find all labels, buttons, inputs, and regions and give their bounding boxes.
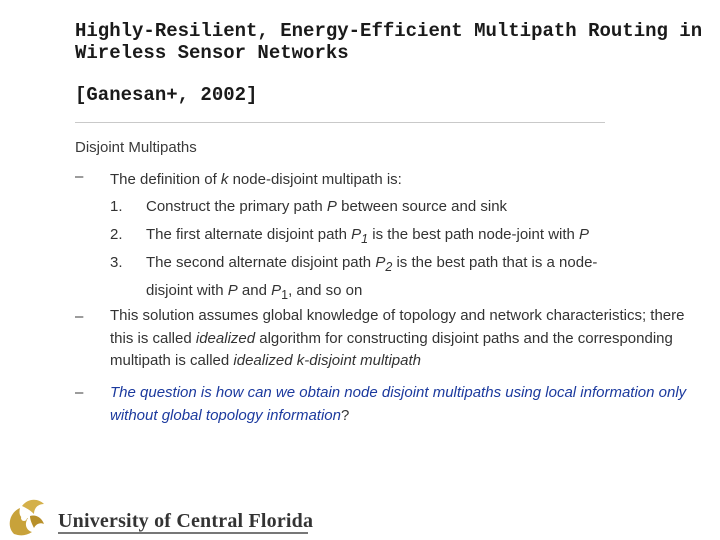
emphasis: idealized (195, 329, 256, 347)
text: disjoint with (146, 282, 228, 299)
var-p: P (271, 282, 282, 299)
text: The definition of (110, 171, 221, 188)
text: This solution assumes global knowledge of topology and network characteristics; there this is called (110, 307, 685, 347)
bullet-question (110, 381, 710, 427)
bullet-dash: – (75, 308, 84, 325)
text: and (237, 282, 272, 299)
text: node-disjoint multipath is: (228, 171, 402, 188)
text: The first alternate disjoint path (146, 226, 352, 243)
subscript: 1 (361, 232, 369, 246)
text: The second alternate disjoint path (146, 254, 376, 271)
list-item (146, 223, 706, 251)
var-k: k (220, 171, 229, 188)
subscript: 1 (281, 288, 289, 302)
text: algorithm for constructing disjoint paths and the corresponding multipath is called (110, 329, 673, 369)
var-p: P (579, 226, 590, 243)
item-number: 1. (110, 198, 123, 215)
text: , and so on (288, 282, 363, 299)
var-p: P (227, 282, 238, 299)
var-p: P (351, 226, 362, 243)
section-heading: Disjoint Multipaths (75, 139, 197, 156)
var-p: P (375, 254, 386, 271)
question-text: The question is how can we obtain node disjoint multipaths using local information only without global topology information (110, 384, 687, 424)
item-number: 3. (110, 254, 123, 271)
text: is the best path node-joint with (368, 226, 580, 243)
subscript: 2 (385, 260, 393, 274)
var-p: P (326, 198, 337, 215)
slide-title: Highly-Resilient, Energy-Efficient Multipath Routing in Wireless Sensor Networks (75, 20, 703, 64)
list-item (146, 195, 706, 219)
text: between source and sink (336, 198, 508, 215)
emphasis: idealized k-disjoint multipath (233, 352, 422, 369)
bullet-dash: – (75, 168, 84, 185)
slide-citation: [Ganesan+, 2002] (75, 84, 258, 106)
university-name: University of Central Florida (58, 510, 314, 532)
bullet-dash: – (75, 384, 84, 401)
pegasus-logo-icon (10, 500, 44, 536)
item-number: 2. (110, 226, 123, 243)
bullet-global-knowledge (110, 305, 710, 373)
question-mark: ? (340, 407, 350, 424)
footer-rule (58, 532, 308, 534)
text: is the best path that is a node- (392, 254, 598, 271)
list-item (146, 251, 706, 307)
divider (75, 122, 605, 123)
bullet-definition (110, 168, 710, 191)
text: Construct the primary path (146, 198, 327, 215)
